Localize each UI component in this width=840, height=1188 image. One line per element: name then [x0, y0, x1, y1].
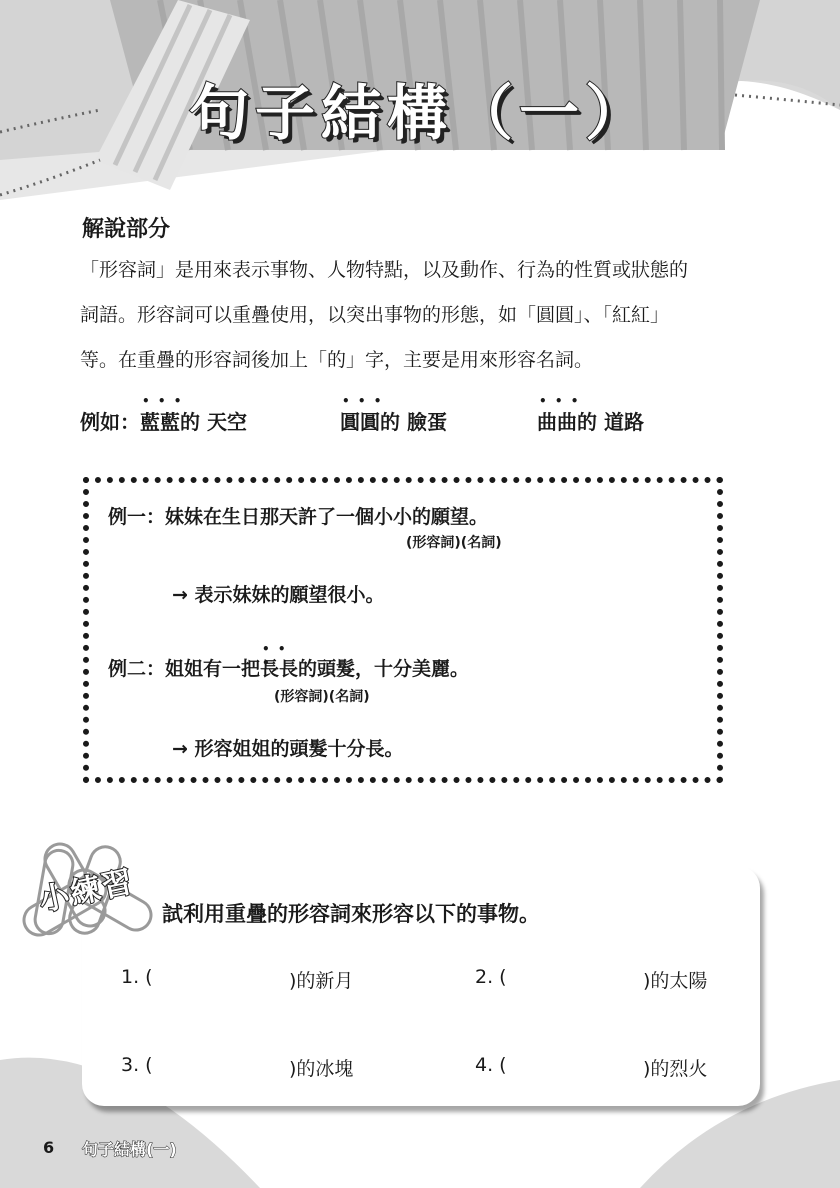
- example-adjective: • • • 圓圓的: [340, 410, 400, 434]
- practice-item-suffix: )的冰塊: [289, 1058, 354, 1080]
- example-noun: 天空: [206, 410, 247, 434]
- example-noun: 道路: [603, 410, 644, 434]
- practice-item: [121, 1054, 354, 1080]
- footer-title: 句子結構(一): [82, 1140, 177, 1159]
- page-title: 句子結構（一）: [189, 79, 651, 149]
- practice-item: [475, 1054, 708, 1080]
- example-1-annotation: (形容詞)(名詞): [406, 535, 502, 551]
- example-1-explanation: → 表示妹妹的願望很小。: [172, 584, 385, 606]
- examples-row: [80, 406, 247, 435]
- example-2-sentence: [108, 654, 469, 681]
- example-item: [537, 406, 644, 435]
- example-2-explanation: → 形容姐姐的頭髮十分長。: [172, 738, 404, 760]
- example-1-text: 妹妹在生日那天許了一個小小的願望。: [165, 506, 489, 528]
- example-2-before: 姐姐有一把: [165, 658, 261, 680]
- page-number: 6: [43, 1138, 55, 1157]
- example-2-label: 例二：: [108, 658, 166, 680]
- paragraph-line: 等。在重疊的形容詞後加上「的」字，主要是用來形容名詞。: [80, 349, 594, 371]
- example-2-emphasis: • • • 長長: [260, 658, 298, 680]
- paragraph-line: 「形容詞」是用來表示事物、人物特點，以及動作、行為的性質或狀態的: [80, 259, 689, 281]
- example-adjective: • • • 曲曲的: [537, 410, 597, 434]
- example-adjective: • • • 藍藍的: [140, 410, 200, 434]
- section-heading: 解說部分: [82, 217, 171, 242]
- example-1-label: 例一：: [108, 506, 166, 528]
- practice-question: 試利用重疊的形容詞來形容以下的事物。: [162, 902, 540, 926]
- examples-lead: 例如：: [80, 410, 140, 434]
- practice-item-number: 2. (: [475, 966, 507, 988]
- paragraph-line: 詞語。形容詞可以重疊使用，以突出事物的形態，如「圓圓」、「紅紅」: [80, 304, 670, 326]
- practice-item: [121, 966, 354, 992]
- example-2-after: 的頭髮，十分美麗。: [298, 658, 470, 680]
- practice-item: [475, 966, 708, 992]
- practice-badge: 小練習: [36, 864, 138, 919]
- practice-item-number: 1. (: [121, 966, 153, 988]
- example-1-sentence: [108, 502, 488, 529]
- practice-item-number: 4. (: [475, 1054, 507, 1076]
- practice-item-suffix: )的新月: [289, 970, 354, 992]
- practice-item-suffix: )的烈火: [643, 1058, 708, 1080]
- example-item: [340, 406, 447, 435]
- practice-item-number: 3. (: [121, 1054, 153, 1076]
- example-noun: 臉蛋: [406, 410, 447, 434]
- practice-item-suffix: )的太陽: [643, 970, 708, 992]
- example-2-annotation: (形容詞)(名詞): [274, 689, 370, 705]
